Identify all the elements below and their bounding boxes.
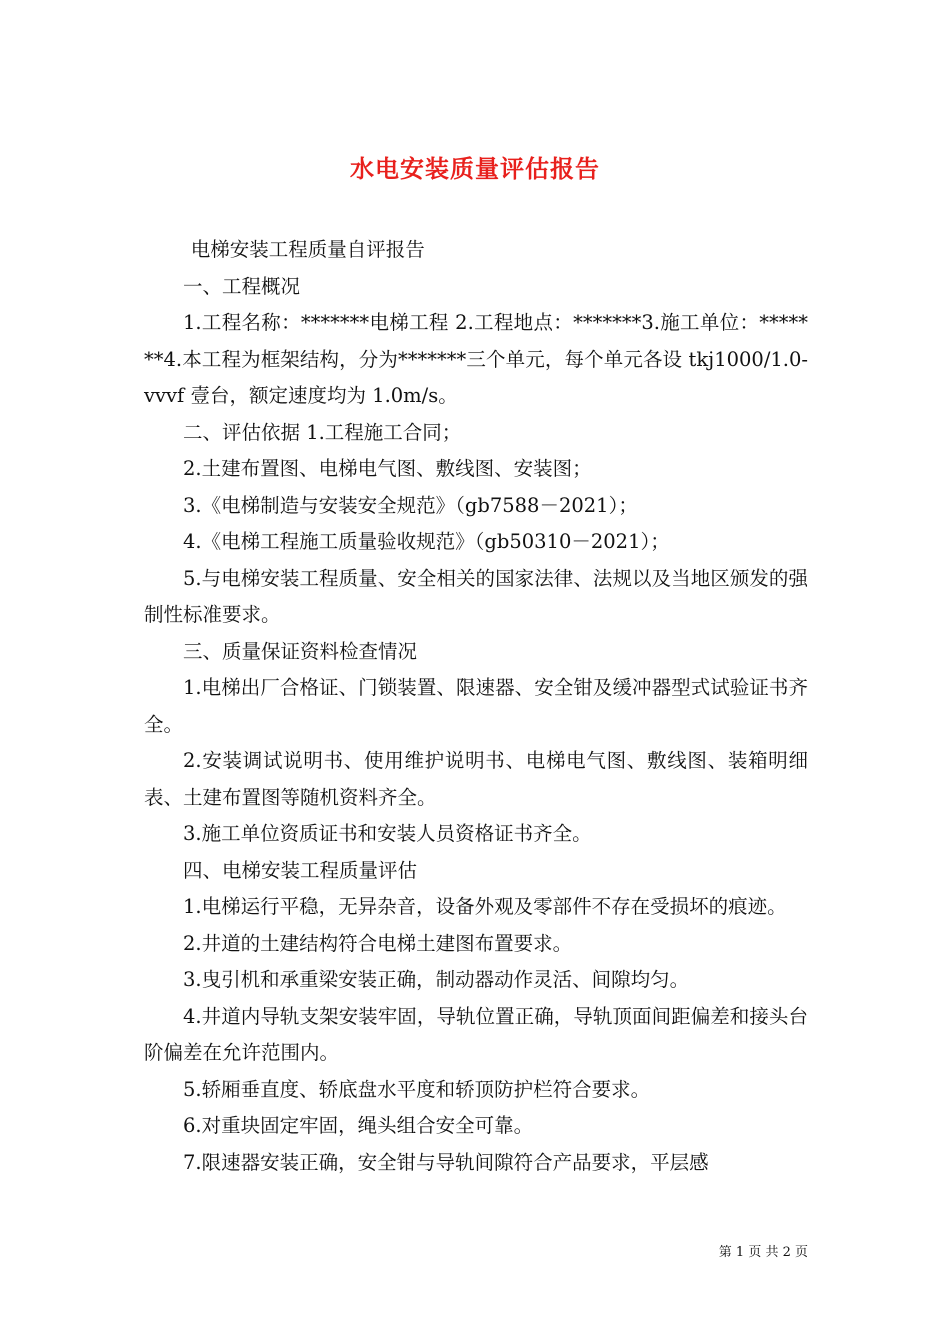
paragraph: 1.电梯运行平稳，无异杂音，设备外观及零部件不存在受损坏的痕迹。	[183, 895, 787, 918]
paragraph: 7.限速器安装正确，安全钳与导轨间隙符合产品要求，平层感	[183, 1150, 709, 1174]
paragraph: 4.井道内导轨支架安装牢固，导轨位置正确，导轨顶面间距偏差和接头台阶偏差在允许范围内。	[144, 1004, 808, 1064]
document-body	[144, 232, 808, 1181]
paragraph-section-3-heading: 三、质量保证资料检查情况	[183, 639, 418, 663]
paragraph: 3.施工单位资质证书和安装人员资格证书齐全。	[183, 822, 592, 845]
paragraph: 5.与电梯安装工程质量、安全相关的国家法律、法规以及当地区颁发的强制性标准要求。	[144, 566, 808, 626]
paragraph: 4.《电梯工程施工质量验收规范》（gb50310－2021）；	[183, 530, 670, 553]
paragraph-section-4-heading: 四、电梯安装工程质量评估	[183, 858, 418, 882]
paragraph: 1.工程名称：*******电梯工程 2.工程地点：*******3.施工单位：*******4.本工程为框架结构，分为*******三个单元，每个单元各设 tkj1000/1.0-vvvf 壹台，额定速度均为 1.0m/s。	[144, 311, 808, 407]
paragraph: 3.曳引机和承重梁安装正确，制动器动作灵活、间隙均匀。	[183, 968, 690, 991]
paragraph: 2.土建布置图、电梯电气图、敷线图、安装图；	[183, 457, 592, 480]
page-title: 水电安装质量评估报告	[350, 154, 600, 184]
paragraph: 6.对重块固定牢固，绳头组合安全可靠。	[183, 1114, 534, 1137]
paragraph-section-1-heading: 一、工程概况	[183, 274, 301, 298]
paragraph: 2.安装调试说明书、使用维护说明书、电梯电气图、敷线图、装箱明细表、土建布置图等随机资料齐全。	[144, 749, 808, 809]
page-number-footer: 第 1 页 共 2 页	[718, 1245, 808, 1260]
paragraph-subtitle: 电梯安装工程质量自评报告	[190, 238, 425, 261]
paragraph: 2.井道的土建结构符合电梯土建图布置要求。	[183, 931, 573, 955]
paragraph: 5.轿厢垂直度、轿底盘水平度和轿顶防护栏符合要求。	[183, 1077, 651, 1101]
paragraph-section-2-heading: 二、评估依据 1.工程施工合同；	[183, 420, 462, 444]
paragraph: 1.电梯出厂合格证、门锁装置、限速器、安全钳及缓冲器型式试验证书齐全。	[144, 676, 808, 736]
paragraph: 3.《电梯制造与安装安全规范》（gb7588－2021）；	[183, 493, 638, 517]
